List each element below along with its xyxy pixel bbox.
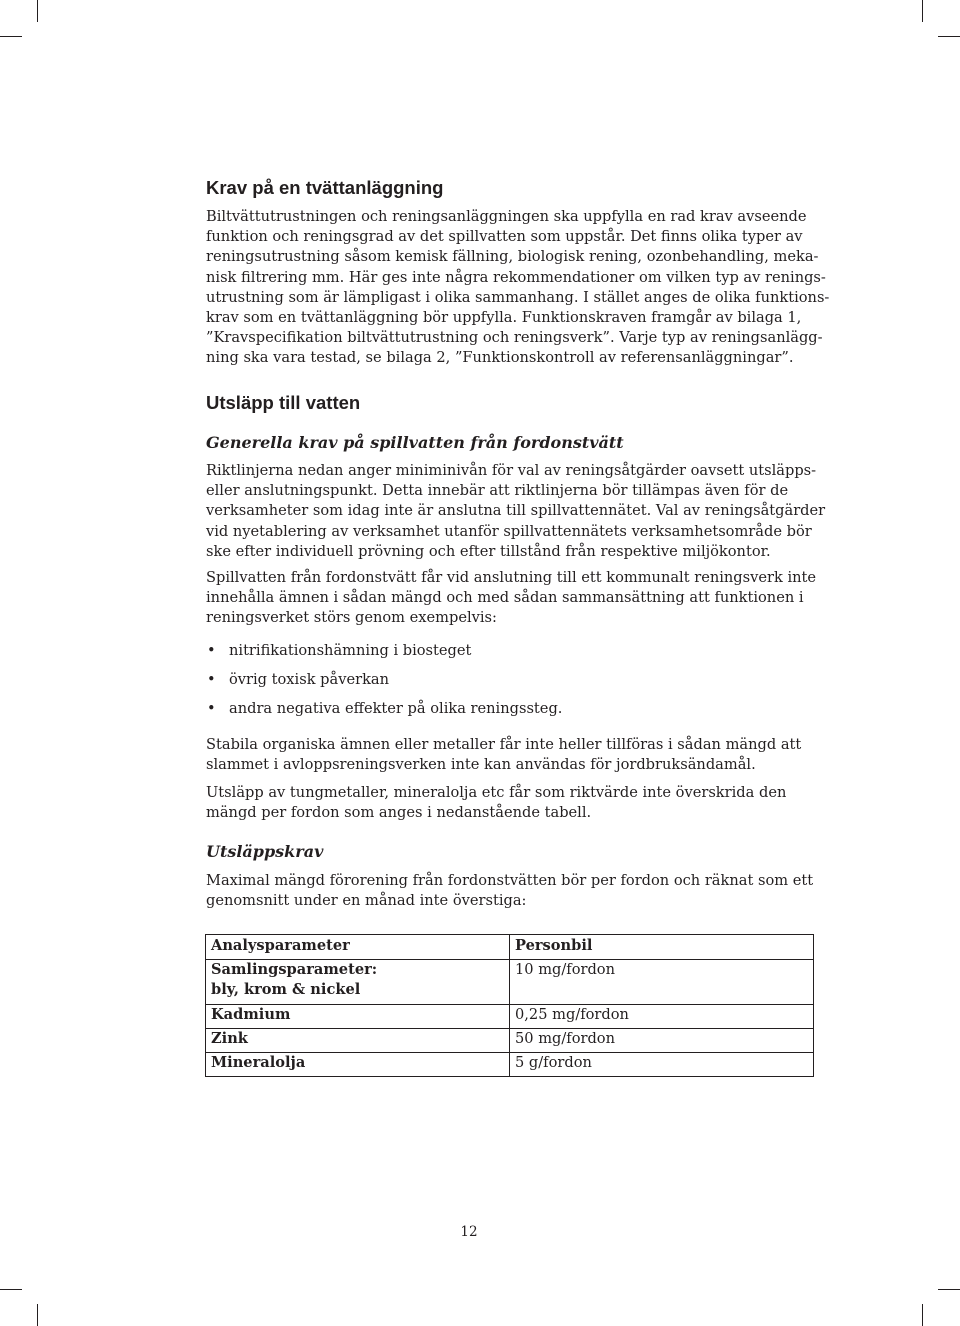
heading-utslapp-till-vatten: Utsläpp till vatten bbox=[206, 392, 361, 413]
param-line: bly, krom & nickel bbox=[211, 981, 361, 998]
text-line: ske efter individuell prövning och efter tillstånd från respektive miljökontor. bbox=[206, 542, 771, 560]
subheading-generella-krav: Generella krav på spillvatten från fordonstvätt bbox=[206, 433, 624, 452]
text-line: funktion och reningsgrad av det spillvatten som uppstår. Det finns olika typer av bbox=[206, 228, 803, 246]
crop-mark-top-right-horizontal bbox=[938, 36, 960, 37]
text-line: genomsnitt under en månad inte överstiga: bbox=[206, 892, 527, 910]
text-line: mängd per fordon som anges i nedanstående tabell. bbox=[206, 804, 592, 822]
crop-mark-bottom-right-vertical bbox=[922, 1304, 923, 1326]
table-header-row bbox=[206, 935, 814, 960]
list-item: • övrig toxisk påverkan bbox=[206, 670, 562, 699]
param-cell bbox=[206, 960, 510, 1005]
page-number: 12 bbox=[460, 1224, 478, 1240]
paragraph-spillvatten bbox=[206, 568, 816, 629]
table-row bbox=[206, 1005, 814, 1029]
intro-paragraph bbox=[206, 207, 829, 369]
subheading-utslappskrav: Utsläppskrav bbox=[206, 842, 324, 861]
value-cell: 10 mg/fordon bbox=[510, 960, 814, 1005]
text-line: ning ska vara testad, se bilaga 2, ”Funktionskontroll av referensanläggningar”. bbox=[206, 349, 794, 367]
list-item: • nitrifikationshämning i biosteget bbox=[206, 641, 562, 670]
header-analysparameter: Analysparameter bbox=[206, 935, 510, 960]
text-line: Spillvatten från fordonstvätt får vid anslutning till ett kommunalt reningsverk inte bbox=[206, 569, 817, 586]
crop-mark-top-left-vertical bbox=[37, 0, 38, 22]
emission-limits-table bbox=[205, 934, 814, 1077]
paragraph-riktlinjer bbox=[206, 461, 825, 562]
table-row bbox=[206, 1053, 814, 1077]
param-cell: Kadmium bbox=[206, 1005, 510, 1029]
crop-mark-bottom-left-vertical bbox=[37, 1304, 38, 1326]
text-line: vid nyetablering av verksamhet utanför spillvattennätets verksamhetsområde bör bbox=[206, 522, 812, 540]
crop-mark-top-right-vertical bbox=[922, 0, 923, 22]
text-line: innehålla ämnen i sådan mängd och med sådan sammansättning att funktionen i bbox=[206, 589, 804, 607]
text-line: reningsutrustning såsom kemisk fällning, biologisk rening, ozonbehandling, meka- bbox=[206, 248, 819, 266]
paragraph-tungmetaller bbox=[206, 783, 786, 823]
value-cell: 5 g/fordon bbox=[510, 1053, 814, 1077]
text-line: Biltvättutrustningen och reningsanläggningen ska uppfylla en rad krav avseende bbox=[206, 208, 807, 225]
header-personbil: Personbil bbox=[510, 935, 814, 960]
text-line: utrustning som är lämpligast i olika sammanhang. I stället anges de olika funktions- bbox=[206, 288, 830, 306]
param-cell: Mineralolja bbox=[206, 1053, 510, 1077]
paragraph-stabila-amnen bbox=[206, 735, 801, 775]
text-line: nisk filtrering mm. Här ges inte några rekommendationer om vilken typ av renings- bbox=[206, 268, 826, 286]
bullet-list bbox=[206, 641, 562, 728]
value-cell: 0,25 mg/fordon bbox=[510, 1005, 814, 1029]
crop-mark-bottom-left-horizontal bbox=[0, 1289, 22, 1290]
crop-mark-bottom-right-horizontal bbox=[938, 1289, 960, 1290]
text-line: eller anslutningspunkt. Detta innebär att riktlinjerna bör tillämpas även för de bbox=[206, 482, 789, 500]
heading-krav: Krav på en tvättanläggning bbox=[206, 177, 444, 198]
text-line: Maximal mängd förorening från fordonstvätten bör per fordon och räknat som ett bbox=[206, 872, 814, 889]
paragraph-maximal-mangd bbox=[206, 871, 813, 911]
param-cell: Zink bbox=[206, 1029, 510, 1053]
text-line: slammet i avloppsreningsverken inte kan användas för jordbruksändamål. bbox=[206, 756, 756, 774]
text-line: Stabila organiska ämnen eller metaller får inte heller tillföras i sådan mängd att bbox=[206, 736, 802, 753]
text-line: krav som en tvättanläggning bör uppfylla. Funktionskraven framgår av bilaga 1, bbox=[206, 308, 802, 326]
table-row bbox=[206, 1029, 814, 1053]
crop-mark-top-left-horizontal bbox=[0, 36, 22, 37]
list-item: • andra negativa effekter på olika reningssteg. bbox=[206, 699, 562, 728]
table-row bbox=[206, 960, 814, 1005]
value-cell: 50 mg/fordon bbox=[510, 1029, 814, 1053]
text-line: Riktlinjerna nedan anger miniminivån för val av reningsåtgärder oavsett utsläpps- bbox=[206, 462, 817, 479]
text-line: ”Kravspecifikation biltvättutrustning och reningsverk”. Varje typ av reningsanlägg- bbox=[206, 329, 823, 347]
text-line: Utsläpp av tungmetaller, mineralolja etc får som riktvärde inte överskrida den bbox=[206, 784, 787, 801]
param-line: Samlingsparameter: bbox=[211, 961, 378, 978]
text-line: reningsverket störs genom exempelvis: bbox=[206, 609, 497, 627]
text-line: verksamheter som idag inte är anslutna till spillvattennätet. Val av reningsåtgärder bbox=[206, 502, 826, 520]
